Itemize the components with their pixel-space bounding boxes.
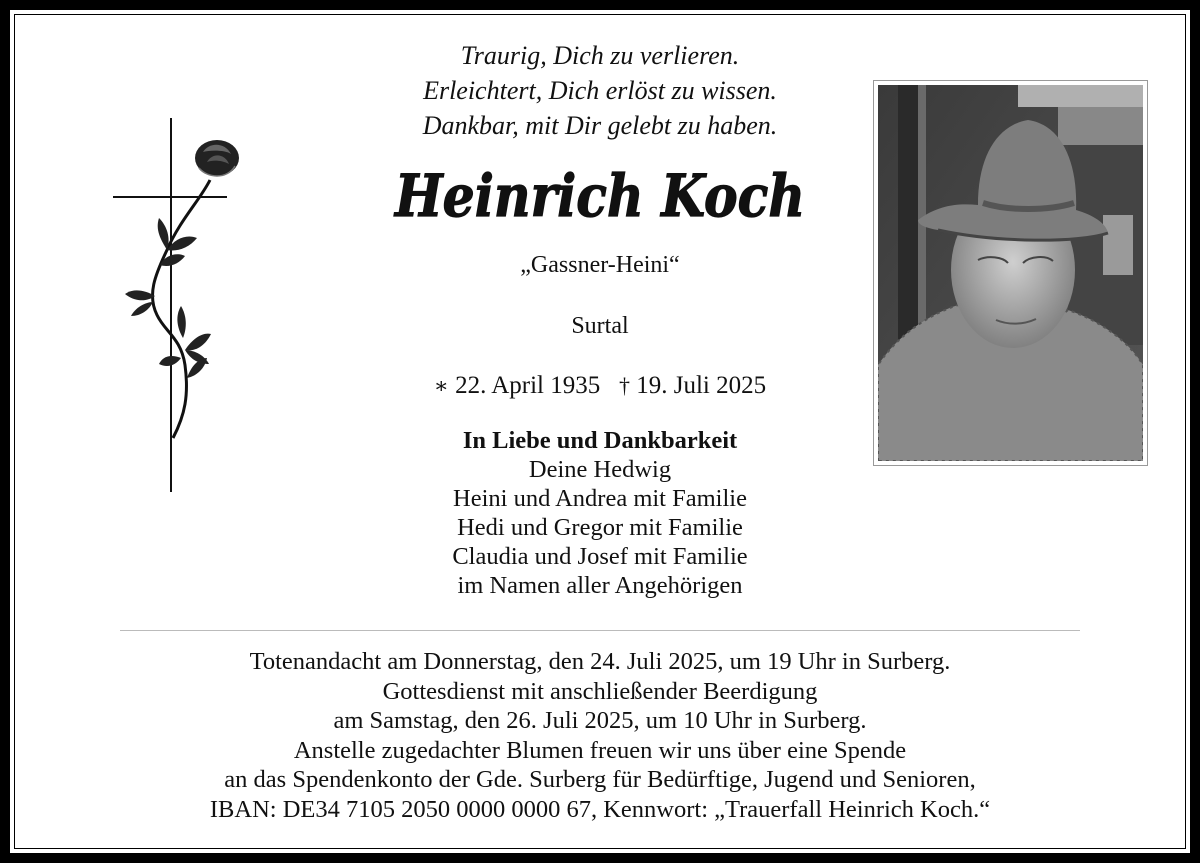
life-dates [380, 372, 820, 400]
verse-line: Dankbar, mit Dir gelebt zu haben. [422, 111, 778, 140]
notice-line: am Samstag, den 26. Juli 2025, um 10 Uhr in Surberg. [333, 707, 867, 734]
family-line: Claudia und Josef mit Familie [452, 543, 748, 570]
portrait-photo [873, 80, 1148, 466]
divider [120, 630, 1080, 631]
notice-line: an das Spendenkonto der Gde. Surberg für Bedürftige, Jugend und Senioren, [224, 766, 976, 793]
deceased-name-text: Heinrich Koch [393, 162, 805, 230]
verse-line: Traurig, Dich zu verlieren. [460, 41, 740, 70]
place: Surtal [571, 313, 629, 339]
family-line: Heini und Andrea mit Familie [453, 485, 747, 512]
notice-line: Totenandacht am Donnerstag, den 24. Juli 2025, um 19 Uhr in Surberg. [249, 648, 951, 675]
verse-line: Erleichtert, Dich erlöst zu wissen. [423, 76, 777, 105]
cross-with-rose-icon [105, 110, 255, 500]
family-heading: In Liebe und Dankbarkeit [462, 427, 738, 454]
notice-line: Gottesdienst mit anschließender Beerdigung [382, 677, 818, 705]
family-line: Deine Hedwig [528, 456, 672, 483]
deceased-name [380, 150, 820, 240]
verse [330, 38, 870, 143]
family-line: Hedi und Gregor mit Familie [457, 514, 743, 541]
death-symbol: † [618, 373, 630, 398]
birth-symbol: ∗ [433, 373, 449, 398]
nickname: „Gassner-Heini“ [520, 252, 680, 278]
notice-line: Anstelle zugedachter Blumen freuen wir uns über eine Spende [293, 736, 907, 764]
family-block [350, 426, 850, 600]
birth-date: 22. April 1935 [455, 372, 601, 399]
death-date: 19. Juli 2025 [636, 372, 767, 399]
family-line: im Namen aller Angehörigen [457, 572, 743, 599]
notice-line: IBAN: DE34 7105 2050 0000 0000 67, Kennwort: „Trauerfall Heinrich Koch.“ [209, 795, 991, 823]
funeral-notice [40, 647, 1160, 824]
